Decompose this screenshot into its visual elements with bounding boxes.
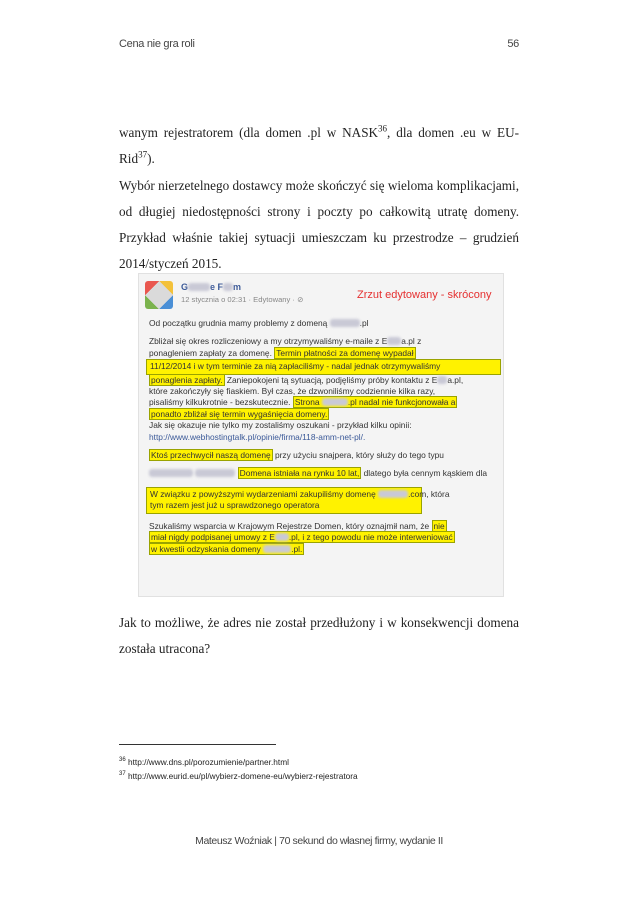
post-line bbox=[149, 375, 495, 386]
author-part-3: m bbox=[233, 282, 242, 292]
blurred-text bbox=[188, 283, 210, 291]
post-text: .com, która bbox=[408, 488, 450, 499]
page-number: 56 bbox=[507, 38, 519, 50]
post-text: które zakończyły się fiaskiem. Był czas, że dzwoniliśmy codziennie kilka razy, bbox=[149, 386, 436, 397]
paragraph-1-end: ). bbox=[147, 151, 155, 166]
post-text: pisaliśmy kilkukrotnie - bezskutecznie. bbox=[149, 397, 291, 408]
post-text: tym razem jest już u sprawdzonego operatora bbox=[150, 500, 320, 511]
blurred-text bbox=[263, 545, 291, 553]
blurred-text bbox=[275, 533, 289, 541]
paragraph-2: Wybór nierzetelnego dostawcy może skończyć się wieloma komplikacjami, od długiej niedostępności strony i poczty po całkowitą utratę domeny. Przykład właśnie takiej sytuacji umieszczam ku przestrodze – grudzień 2014/styczeń 2015. bbox=[119, 178, 519, 271]
highlighted-text: nie bbox=[433, 520, 445, 531]
highlighted-text bbox=[293, 396, 458, 408]
footnote-36 bbox=[119, 755, 358, 769]
page-footer: Mateusz Woźniak | 70 sekund do własnej firmy, wydanie II bbox=[195, 835, 443, 847]
paragraph-1-text: wanym rejestratorem (dla domen .pl w NASK bbox=[119, 125, 379, 140]
post-line bbox=[149, 544, 495, 555]
post-line bbox=[149, 359, 495, 374]
footnotes bbox=[119, 755, 358, 783]
paragraph-3: Jak to możliwe, że adres nie został przedłużony i w konsekwencji domena została utracona? bbox=[119, 615, 519, 656]
post-line bbox=[149, 348, 495, 359]
post-text: a.pl z bbox=[401, 336, 422, 347]
footnote-ref-36[interactable]: 36 bbox=[378, 123, 388, 134]
page-avatar-icon bbox=[145, 281, 173, 309]
blurred-text bbox=[437, 376, 447, 384]
highlighted-text: 11/12/2014 i w tym terminie za nią zapłaciliśmy - nadal jednak otrzymywaliśmy bbox=[146, 359, 501, 374]
highlighted-text: ponadto zbliżał się termin wygaśnięcia domeny. bbox=[151, 408, 328, 419]
blurred-text bbox=[195, 469, 235, 477]
footnote-37 bbox=[119, 769, 358, 783]
blurred-text bbox=[378, 490, 408, 498]
post-text: dlatego była cennym kąskiem dla bbox=[363, 468, 488, 479]
footnote-ref-37[interactable]: 37 bbox=[138, 149, 148, 160]
post-text: .pl, i z tego powodu nie może interweniować bbox=[288, 532, 453, 543]
post-text: Jak się okazuje nie tylko my zostaliśmy oszukani - przykład kilku opinii: bbox=[149, 420, 412, 431]
highlighted-text: Termin płatności za domenę wypadał bbox=[276, 347, 414, 358]
highlighted-text: ponaglenia zapłaty. bbox=[151, 374, 223, 385]
footnote-link[interactable]: http://www.eurid.eu/pl/wybierz-domene-eu/wybierz-rejestratora bbox=[128, 771, 358, 781]
post-meta: 12 stycznia o 02:31 · Edytowany · ⊘ bbox=[181, 295, 304, 304]
post-line bbox=[149, 432, 495, 443]
highlighted-text bbox=[149, 543, 304, 555]
blurred-text bbox=[223, 283, 233, 291]
author-part-2: e F bbox=[210, 282, 224, 292]
post-line bbox=[149, 450, 495, 461]
edit-note: Zrzut edytowany - skrócony bbox=[357, 289, 492, 301]
blurred-text bbox=[149, 469, 193, 477]
running-header bbox=[119, 38, 519, 54]
post-author bbox=[181, 282, 241, 292]
facebook-post-screenshot bbox=[138, 273, 504, 597]
blurred-text bbox=[330, 319, 360, 327]
post-text: miał nigdy podpisanej umowy z E bbox=[151, 532, 275, 543]
running-title: Cena nie gra roli bbox=[119, 38, 195, 50]
author-part-1: G bbox=[181, 282, 189, 292]
opinion-link[interactable]: http://www.webhostingtalk.pl/opinie/firma/118-amm-net-pl/. bbox=[149, 431, 366, 442]
post-text: Zaniepokojeni tą sytuacją, podjęliśmy próby kontaktu z E bbox=[226, 374, 438, 385]
paragraph-1-mid: , dla domen .eu w EU-Rid bbox=[119, 125, 519, 166]
post-text: w kwestii odzyskania domeny bbox=[151, 543, 261, 554]
blurred-text bbox=[322, 398, 348, 406]
post-line bbox=[149, 420, 495, 431]
post-line bbox=[149, 487, 495, 514]
post-text: a.pl, bbox=[447, 374, 464, 385]
footnote-number: 37 bbox=[119, 771, 126, 778]
post-text: Szukaliśmy wsparcia w Krajowym Rejestrze Domen, który oznajmił nam, że bbox=[149, 520, 430, 531]
highlighted-text: Domena istniała na rynku 10 lat, bbox=[239, 468, 360, 479]
post-text: .pl. bbox=[291, 543, 303, 554]
highlighted-text bbox=[146, 487, 450, 514]
post-text: przy użyciu snajpera, który służy do tego typu bbox=[274, 450, 444, 461]
post-body bbox=[149, 318, 495, 555]
post-text: ponagleniem zapłaty za domenę. bbox=[149, 347, 272, 358]
highlighted-text bbox=[149, 531, 455, 543]
post-line bbox=[149, 409, 495, 420]
post-line bbox=[149, 318, 495, 329]
footnote-number: 36 bbox=[119, 757, 126, 764]
post-line bbox=[149, 468, 495, 479]
post-text: W związku z powyższymi wydarzeniami zakupiliśmy domenę bbox=[150, 488, 376, 499]
post-text: Od początku grudnia mamy problemy z domeną bbox=[149, 318, 328, 328]
highlighted-text: Ktoś przechwycił naszą domenę bbox=[151, 450, 271, 461]
paragraph-1 bbox=[119, 120, 519, 172]
blurred-text bbox=[387, 337, 401, 345]
post-text: .pl nadal nie funkcjonowała a bbox=[347, 397, 456, 408]
footnote-divider bbox=[119, 744, 276, 745]
post-text: .pl bbox=[359, 318, 369, 328]
post-line bbox=[149, 532, 495, 543]
post-text: Strona bbox=[294, 397, 320, 408]
post-text: Zbliżał się okres rozliczeniowy a my otrzymywaliśmy e-maile z E bbox=[149, 336, 388, 347]
footnote-link[interactable]: http://www.dns.pl/porozumienie/partner.html bbox=[128, 757, 289, 767]
